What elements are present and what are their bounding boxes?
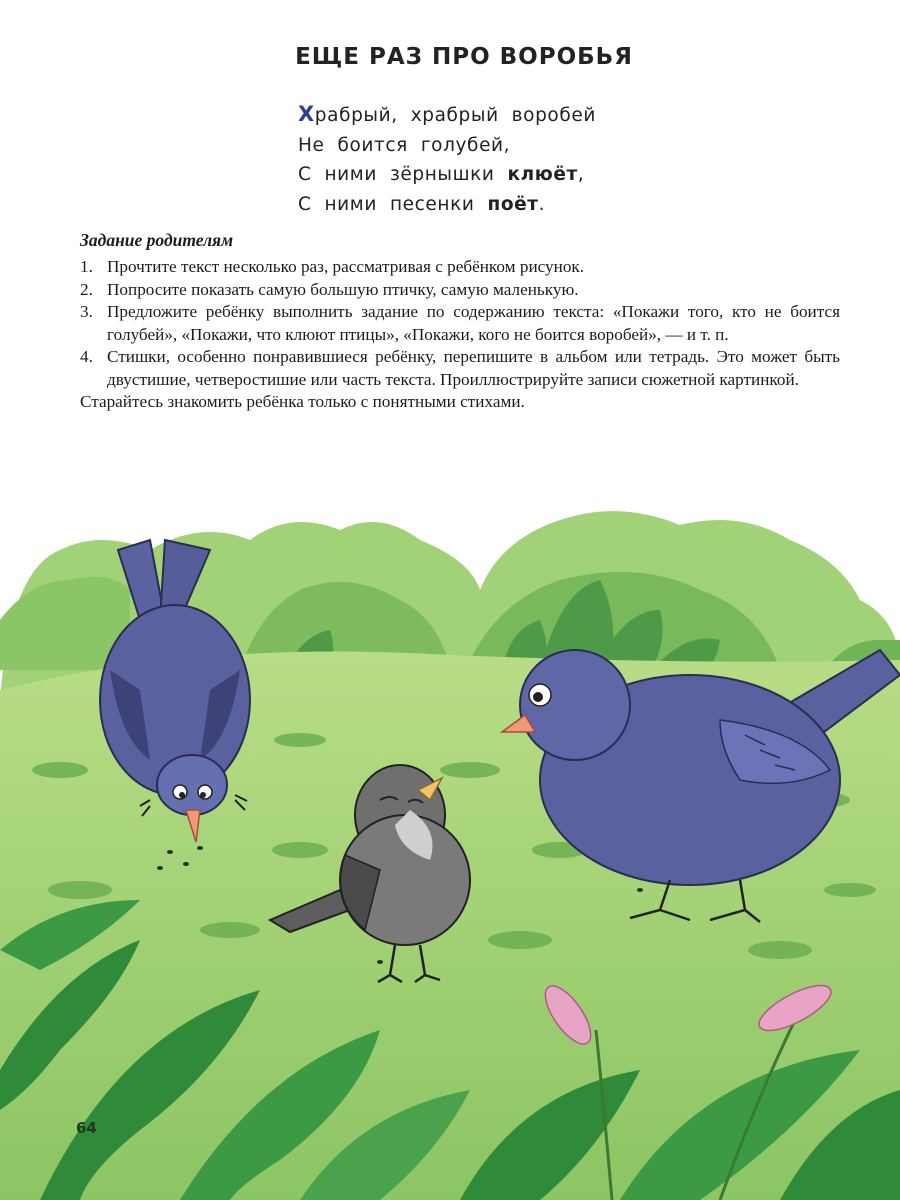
list-item	[80, 346, 840, 391]
list-item-text: Попросите показать самую большую птичку, самую маленькую.	[107, 279, 579, 299]
task-heading: Задание родителям	[80, 230, 234, 250]
list-item-number: 1.	[80, 257, 93, 276]
poem-line-3-start: С ними зёрнышки	[298, 164, 508, 185]
poem-line-2: Не боится голубей,	[298, 134, 511, 156]
poem-line-1	[298, 100, 596, 131]
task-note: Старайтесь знакомить ребёнка только с понятными стихами.	[80, 392, 525, 411]
list-item-number: 4.	[80, 347, 93, 366]
poem-line-4	[298, 190, 596, 220]
drop-cap: Х	[298, 102, 315, 126]
poem	[298, 100, 596, 219]
poem-line-3-end: ,	[577, 164, 585, 185]
list-item-text: Стишки, особенно понравившиеся ребёнку, перепишите в альбом или тетрадь. Это может быть двустишие, четверостишие или часть текста. Проиллюстрируйте записи сюжетной картинкой.	[107, 347, 840, 389]
poem-line-3-bold: клюёт	[507, 164, 578, 185]
poem-line-4-end: .	[538, 193, 546, 215]
page-number: 64	[76, 1119, 97, 1137]
list-item-text: Предложите ребёнку выполнить задание по содержанию текста: «Покажи того, кто не боится голубей», «Покажи, что клюют птицы», «Покажи, кого не боится воробей», — и т. п.	[107, 302, 840, 344]
poem-line-4-start: С ними песенки	[298, 193, 488, 215]
list-item	[80, 256, 840, 279]
illustration	[0, 470, 900, 1200]
list-item-number: 3.	[80, 302, 93, 321]
poem-line-4-bold: поёт	[487, 193, 539, 215]
poem-line-1-text: рабрый, храбрый воробей	[314, 105, 596, 126]
page-title: ЕЩЕ РАЗ ПРО ВОРОБЬЯ	[295, 44, 633, 70]
poem-line-3	[298, 160, 596, 190]
list-item-text: Прочтите текст несколько раз, рассматривая с ребёнком рисунок.	[107, 257, 585, 276]
list-item-number: 2.	[80, 279, 93, 299]
list-item	[80, 301, 840, 346]
task-list	[80, 256, 840, 414]
list-item	[80, 279, 840, 302]
